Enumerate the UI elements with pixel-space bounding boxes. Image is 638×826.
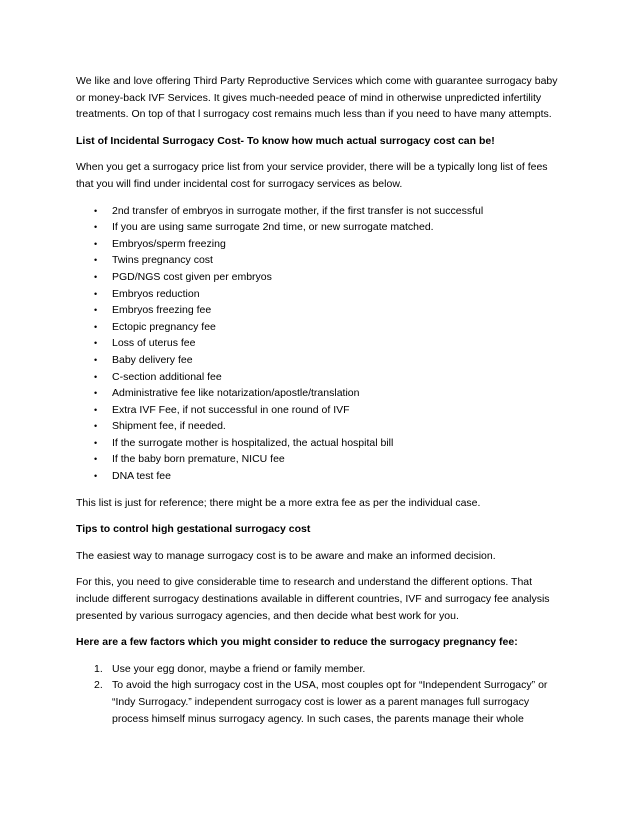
list-item: • Loss of uterus fee (94, 335, 564, 352)
list-item: 2. To avoid the high surrogacy cost in the USA, most couples opt for “Independent Surrogacy” or “Indy Surrogacy.” independent surrogacy cost is lower as a parent manages full surrogacy process himself minus surrogacy agency. In such cases, the parents manage their whole (94, 679, 548, 725)
list-item: • C-section additional fee (94, 369, 564, 386)
list-number: 1. (94, 662, 103, 675)
list-item: • Embryos/sperm freezing (94, 236, 564, 253)
list-item: • Embryos reduction (94, 286, 564, 303)
list-item: • If you are using same surrogate 2nd time, or new surrogate matched. (94, 219, 564, 236)
list-item: • Ectopic pregnancy fee (94, 319, 564, 336)
document-body (76, 73, 564, 727)
heading-factors: Here are a few factors which you might consider to reduce the surrogacy pregnancy fee: (76, 636, 518, 649)
bullet-icon: • (94, 271, 98, 282)
list-item: • Shipment fee, if needed. (94, 418, 564, 435)
bullet-icon: • (94, 354, 98, 365)
list-item: • 2nd transfer of embryos in surrogate mother, if the first transfer is not successful (94, 203, 564, 220)
intro-paragraph: We like and love offering Third Party Reproductive Services which come with guarantee surrogacy baby or money-back IVF Services. It gives much-needed peace of mind in otherwise unpredicted infertility treatments. On top of that l surrogacy cost remains much less than if you need to have many attempts. (76, 75, 558, 121)
list-item: • Extra IVF Fee, if not successful in one round of IVF (94, 402, 564, 419)
bullet-icon: • (94, 437, 98, 448)
heading-tips: Tips to control high gestational surrogacy cost (76, 523, 311, 536)
bullet-icon: • (94, 205, 98, 216)
bullet-icon: • (94, 471, 98, 482)
list-item: • Embryos freezing fee (94, 302, 564, 319)
bullet-icon: • (94, 238, 98, 249)
list-item: 1. Use your egg donor, maybe a friend or family member. (94, 661, 564, 678)
list-item: • Twins pregnancy cost (94, 252, 564, 269)
bullet-icon: • (94, 222, 98, 233)
list-item: • DNA test fee (94, 468, 564, 485)
list-item: • If the surrogate mother is hospitalized, the actual hospital bill (94, 435, 564, 452)
bullet-icon: • (94, 421, 98, 432)
heading-incidental-cost: List of Incidental Surrogacy Cost- To know how much actual surrogacy cost can be! (76, 134, 495, 147)
reference-note-paragraph: This list is just for reference; there might be a more extra fee as per the individual case. (76, 496, 481, 509)
bullet-icon: • (94, 321, 98, 332)
price-list-paragraph: When you get a surrogacy price list from your service provider, there will be a typically long list of fees that you will find under incidental cost for surrogacy services as below. (76, 161, 548, 190)
fee-bullet-list (76, 203, 564, 485)
bullet-icon: • (94, 255, 98, 266)
bullet-icon: • (94, 371, 98, 382)
bullet-icon: • (94, 404, 98, 415)
research-paragraph: For this, you need to give considerable time to research and understand the different options. That include different surrogacy destinations available in different countries, IVF and surrogacy fee analysis presented by various surrogacy agencies, and then decide what best work for you. (76, 576, 550, 622)
bullet-icon: • (94, 288, 98, 299)
list-item: • PGD/NGS cost given per embryos (94, 269, 564, 286)
factors-numbered-list (76, 661, 564, 727)
list-item: • If the baby born premature, NICU fee (94, 451, 564, 468)
bullet-icon: • (94, 388, 98, 399)
list-item: • Administrative fee like notarization/apostle/translation (94, 385, 564, 402)
manage-cost-paragraph: The easiest way to manage surrogacy cost is to be aware and make an informed decision. (76, 549, 496, 562)
bullet-icon: • (94, 305, 98, 316)
list-number: 2. (94, 679, 103, 692)
list-item: • Baby delivery fee (94, 352, 564, 369)
bullet-icon: • (94, 338, 98, 349)
bullet-icon: • (94, 454, 98, 465)
